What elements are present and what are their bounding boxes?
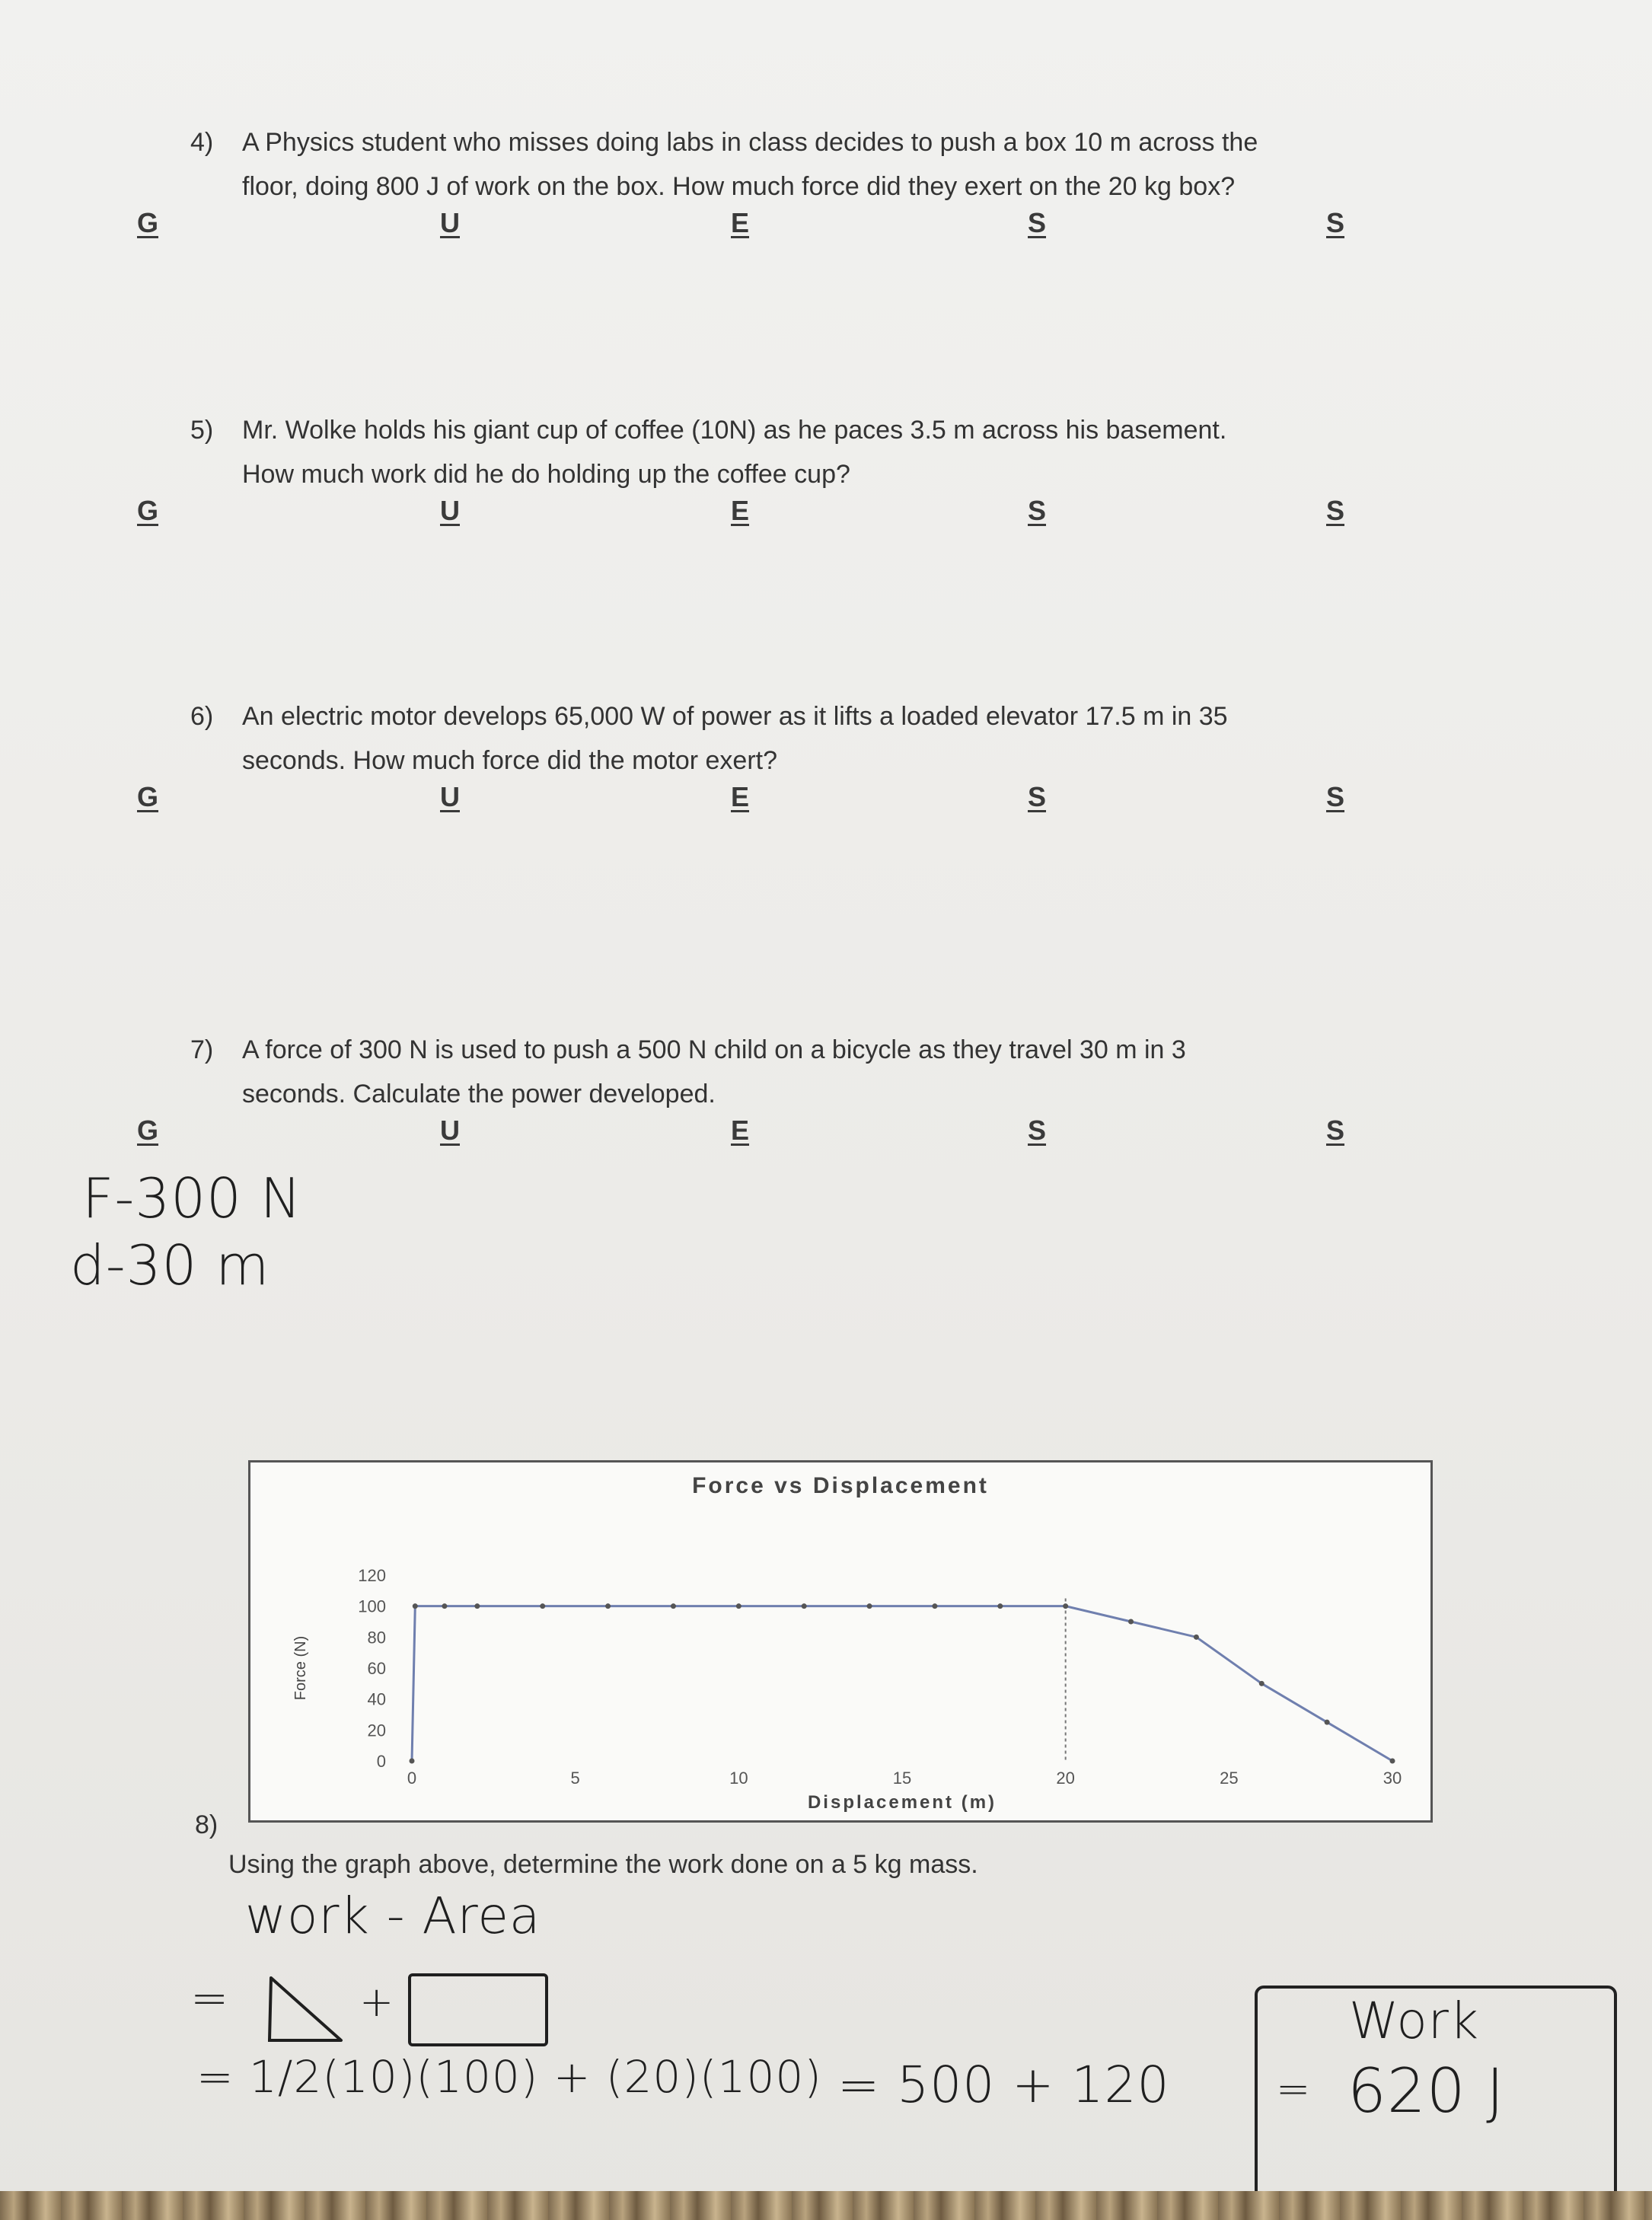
x-tick-label: 30 <box>1383 1769 1402 1788</box>
gues-solve-label: S <box>1326 1115 1345 1146</box>
handwritten-distance: d-30 m <box>70 1233 270 1297</box>
gues-given-label: G <box>137 495 159 526</box>
gues-solve-label: S <box>1326 495 1345 526</box>
x-axis-label: Displacement (m) <box>807 1792 997 1813</box>
problem-number: 5) <box>190 416 214 445</box>
chart-title: Force vs Displacement <box>692 1473 989 1498</box>
data-point <box>1128 1619 1134 1625</box>
problem-number: 6) <box>190 702 214 731</box>
problem-line: How much work did he do holding up the coffee cup? <box>242 460 850 489</box>
gues-row <box>0 207 1652 245</box>
gues-unknown-label: U <box>440 781 460 812</box>
handwritten-work-area: work - Area <box>245 1887 541 1945</box>
gues-equation-label: E <box>731 1115 750 1146</box>
y-tick-label: 20 <box>367 1721 386 1740</box>
x-tick-label: 5 <box>570 1769 580 1788</box>
series-line <box>412 1606 1392 1761</box>
data-point <box>474 1603 480 1609</box>
data-point <box>1063 1603 1068 1609</box>
gues-substitute-label: S <box>1028 495 1047 526</box>
gues-unknown-label: U <box>440 207 460 238</box>
problem-5 <box>190 408 1227 496</box>
gues-unknown-label: U <box>440 1115 460 1146</box>
x-tick-label: 20 <box>1056 1769 1075 1788</box>
data-point <box>442 1603 447 1609</box>
x-tick-label: 10 <box>729 1769 748 1788</box>
y-tick-label: 60 <box>367 1659 386 1678</box>
gues-substitute-label: S <box>1028 781 1047 812</box>
gues-row <box>0 495 1652 533</box>
problem-line: Mr. Wolke holds his giant cup of coffee (10N) as he paces 3.5 m across his basement. <box>242 416 1227 445</box>
data-point <box>671 1603 676 1609</box>
x-tick-label: 0 <box>407 1769 417 1788</box>
problem-line: A force of 300 N is used to push a 500 N child on a bicycle as they travel 30 m in 3 <box>242 1035 1186 1064</box>
triangle-shape-icon <box>259 1972 350 2048</box>
data-point <box>540 1603 545 1609</box>
y-tick-label: 120 <box>358 1566 386 1585</box>
x-tick-label: 15 <box>892 1769 912 1788</box>
gues-unknown-label: U <box>440 495 460 526</box>
data-point <box>736 1603 741 1609</box>
y-tick-label: 40 <box>367 1689 386 1709</box>
gues-equation-label: E <box>731 495 750 526</box>
data-point <box>932 1603 937 1609</box>
problem-line: An electric motor develops 65,000 W of power as it lifts a loaded elevator 17.5 m in 35 <box>242 702 1228 731</box>
y-tick-label: 80 <box>367 1628 386 1647</box>
data-point <box>1259 1681 1265 1686</box>
data-point <box>1390 1759 1395 1764</box>
gues-solve-label: S <box>1326 207 1345 238</box>
data-point <box>605 1603 611 1609</box>
answer-value: 620 J <box>1347 2056 1505 2126</box>
handwritten-area-calculation: = 1/2(10)(100) + (20)(100) <box>196 2051 822 2103</box>
handwritten-sum: = 500 + 120 <box>837 2056 1170 2114</box>
gues-substitute-label: S <box>1028 207 1047 238</box>
rectangle-shape-icon <box>403 1969 556 2053</box>
data-point <box>410 1759 415 1764</box>
handwritten-force: F-300 N <box>82 1166 302 1230</box>
data-point <box>1194 1635 1199 1640</box>
data-point <box>413 1603 418 1609</box>
gues-equation-label: E <box>731 781 750 812</box>
y-axis-label: Force (N) <box>292 1635 309 1701</box>
data-point <box>1325 1720 1330 1725</box>
data-point <box>867 1603 872 1609</box>
problem-number: 7) <box>190 1035 214 1064</box>
problem-8-number: 8) <box>195 1810 218 1839</box>
x-tick-label: 25 <box>1220 1769 1239 1788</box>
data-point <box>997 1603 1003 1609</box>
handwritten-equals: = <box>190 1972 230 2025</box>
gues-substitute-label: S <box>1028 1115 1047 1146</box>
problem-6 <box>190 694 1228 783</box>
y-tick-label: 0 <box>376 1752 386 1771</box>
gues-row <box>0 781 1652 819</box>
handwritten-plus: + <box>359 1978 395 2026</box>
table-surface-edge <box>0 2191 1652 2220</box>
data-point <box>802 1603 807 1609</box>
answer-equals: = <box>1276 2065 1312 2113</box>
gues-solve-label: S <box>1326 781 1345 812</box>
problem-line: A Physics student who misses doing labs in class decides to push a box 10 m across the <box>242 128 1258 157</box>
answer-label: Work <box>1349 1992 1480 2050</box>
problem-line: seconds. How much force did the motor exert? <box>242 746 777 775</box>
problem-number: 4) <box>190 128 214 157</box>
gues-equation-label: E <box>731 207 750 238</box>
problem-line: floor, doing 800 J of work on the box. How much force did they exert on the 20 kg box? <box>242 172 1236 201</box>
problem-7 <box>190 1028 1186 1116</box>
gues-given-label: G <box>137 1115 159 1146</box>
problem-8-text: Using the graph above, determine the work done on a 5 kg mass. <box>228 1850 978 1879</box>
force-displacement-chart <box>248 1460 1433 1823</box>
gues-given-label: G <box>137 781 159 812</box>
chart-plot <box>250 1462 1430 1820</box>
problem-line: seconds. Calculate the power developed. <box>242 1080 716 1108</box>
gues-given-label: G <box>137 207 159 238</box>
y-tick-label: 100 <box>358 1596 386 1616</box>
gues-row <box>0 1115 1652 1153</box>
problem-4 <box>190 120 1258 209</box>
